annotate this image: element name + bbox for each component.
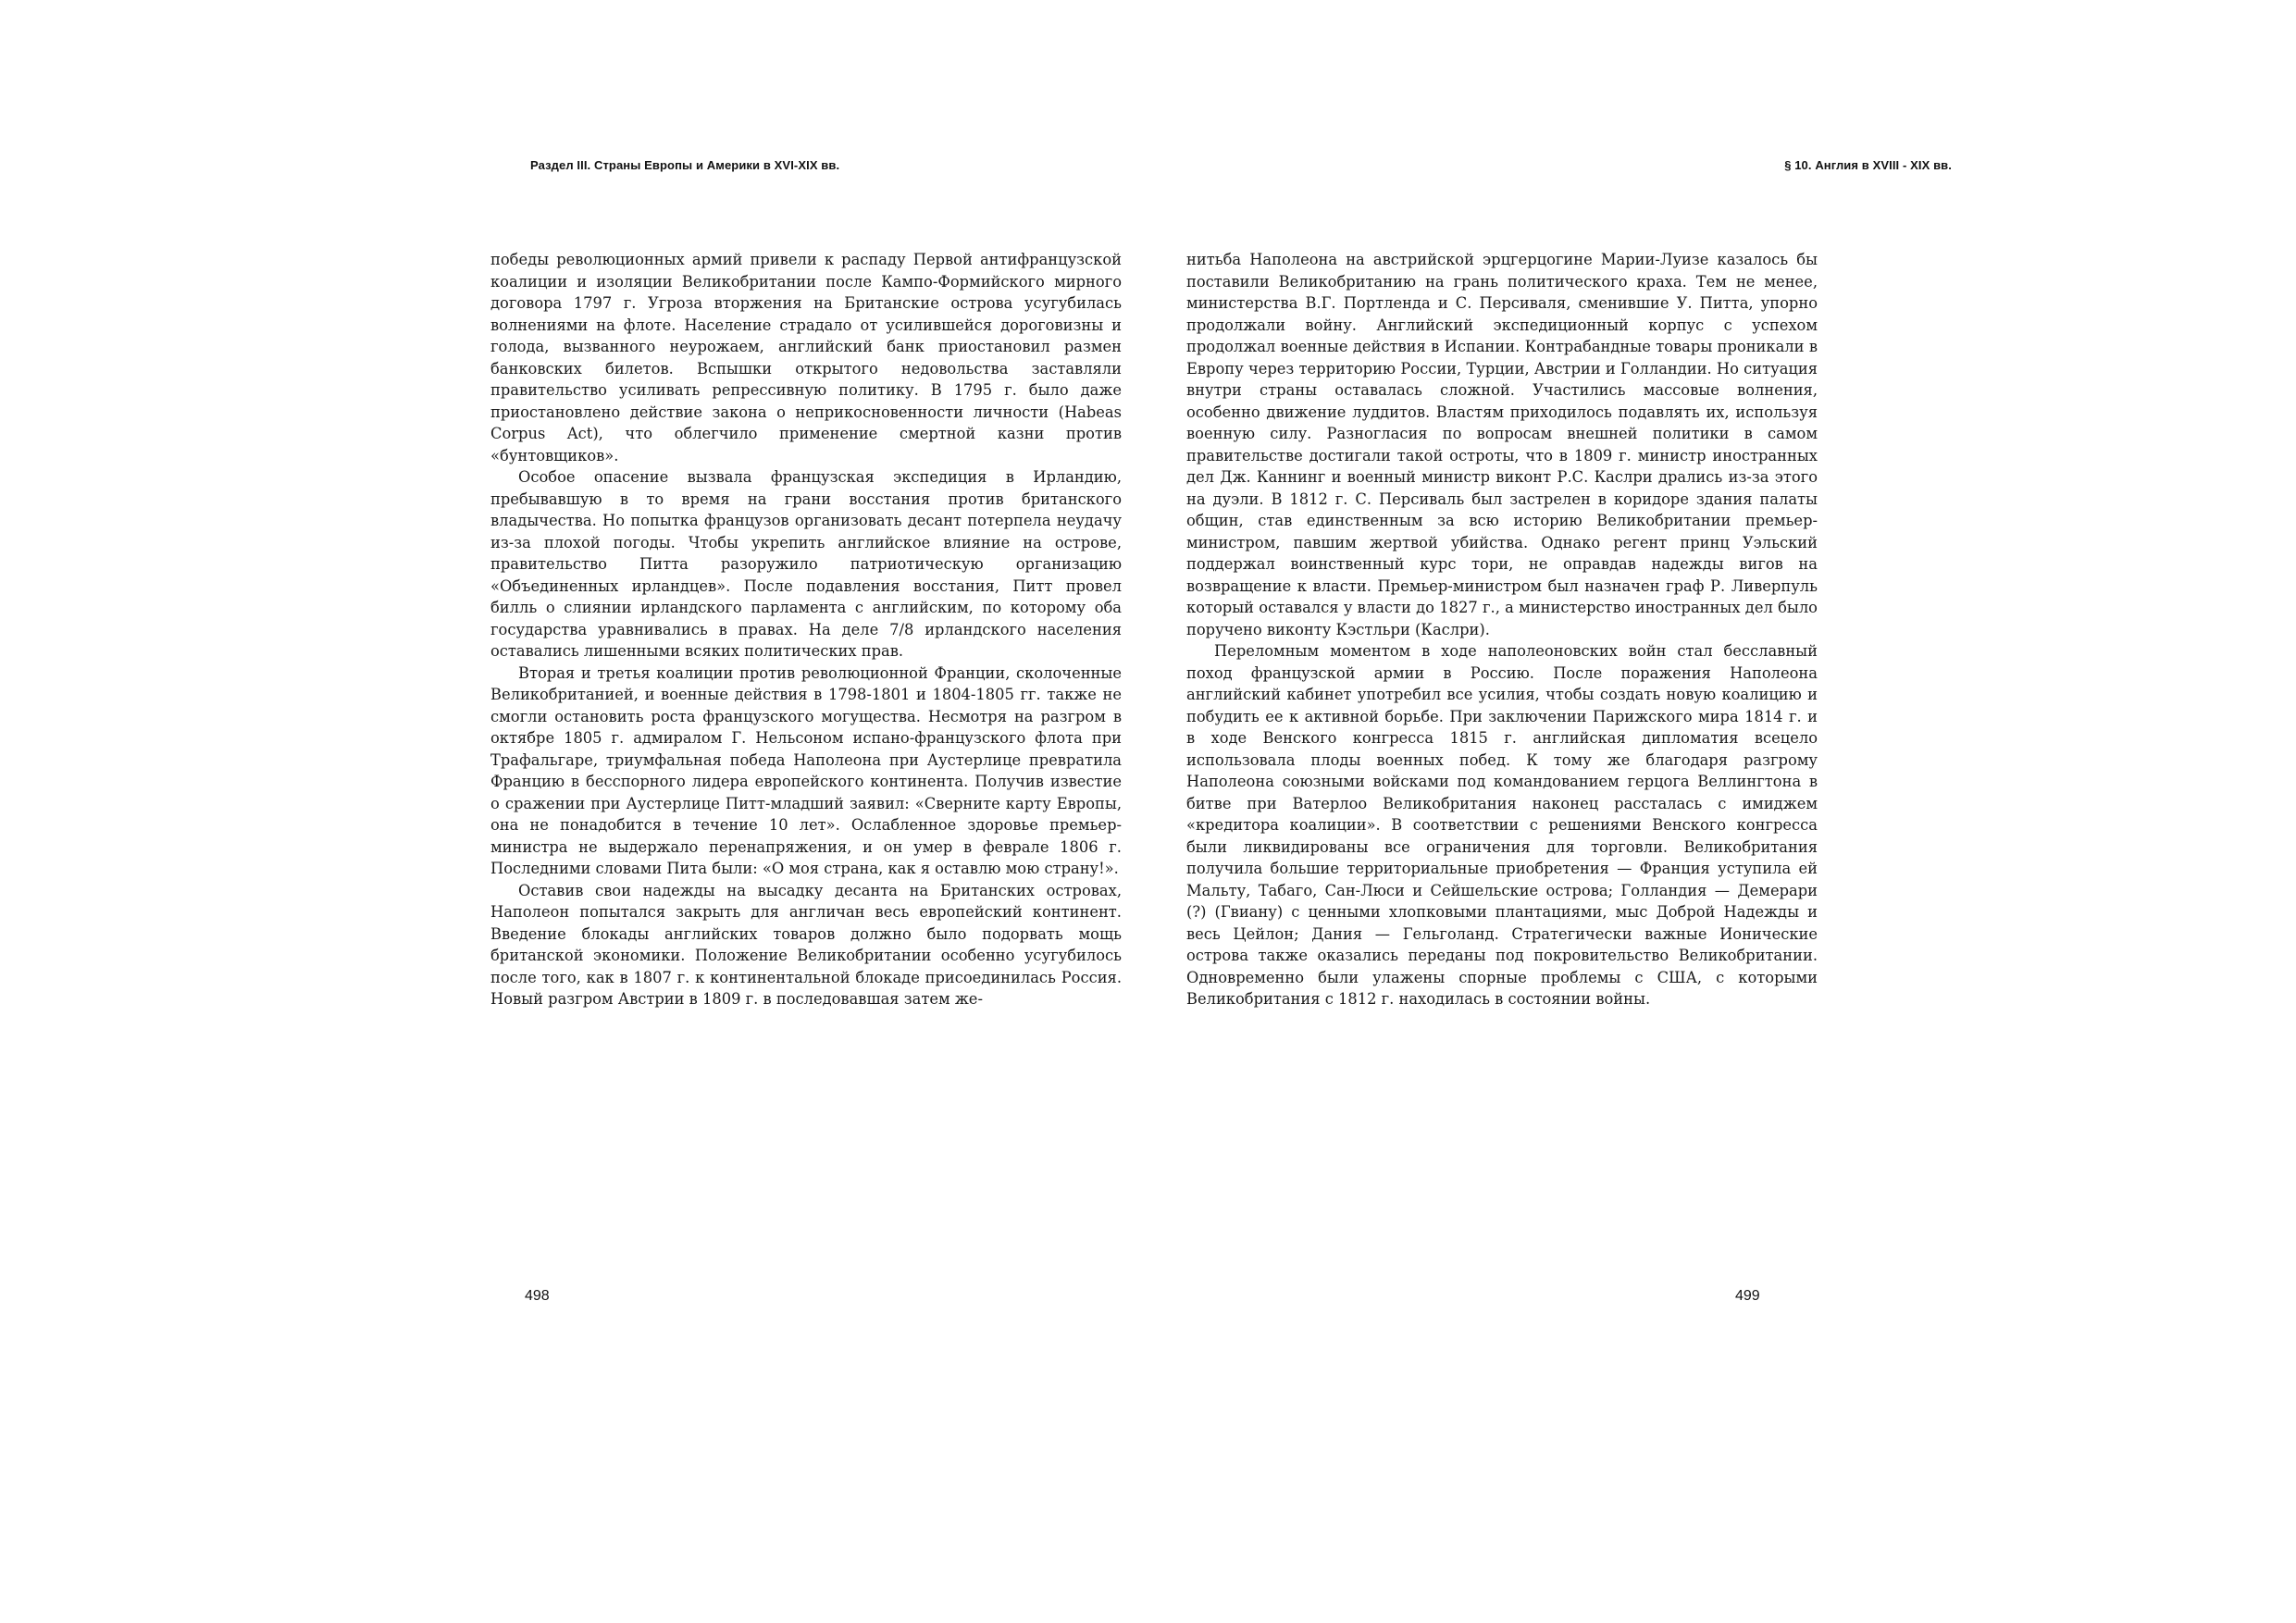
page-number: 498 — [525, 1288, 550, 1304]
paragraph: Оставив свои надежды на высадку десанта на Британских островах, Наполеон попытался закрыть для англичан весь европейский континент. Введение блокады английских товаров должно было подорвать мощь британской экономики. Положение Великобритании особенно усугубилось после того, как в 1807 г. к континентальной блокаде присоединилась Россия. Новый разгром Австрии в 1809 г. в последовавшая затем же- — [490, 881, 1122, 1008]
paragraph: нитьба Наполеона на австрийской эрцгерцогине Марии-Луизе казалось бы поставили Великобританию на грань политического краха. Тем не менее, министерства В.Г. Портленда и С. Персиваля, сменившие У. Питта, упорно продолжали войну. Английский экспедиционный корпус с успехом продолжал военные действия в Испании. Контрабандные товары проникали в Европу через территорию России, Турции, Австрии и Голландии. Но ситуация внутри страны оставалась сложной. Участились массовые волнения, особенно движение луддитов. Властям приходилось подавлять их, используя военную силу. Разногласия по вопросам внешней политики в самом правительстве достигали такой остроты, что в 1809 г. министр иностранных дел Дж. Каннинг и военный министр виконт Р.С. Каслри дрались из-за этого на дуэли. В 1812 г. С. Персиваль был застрелен в коридоре здания палаты общин, став единственным за всю историю Великобритании премьер-министром, павшим жертвой убийства. Однако регент принц Уэльский поддержал воинственный курс тори, не оправдав надежды вигов на возвращение к власти. Премьер-министром был назначен граф Р. Ливерпуль который оставался у власти до 1827 г., а министерство иностранных дел было поручено виконту Кэстльри (Каслри). — [1186, 251, 1818, 638]
running-head: § 10. Англия в XVIII - XIX вв. — [1784, 158, 1952, 172]
paragraph: победы революционных армий привели к распаду Первой антифранцузской коалиции и изоляции Великобритании после Кампо-Формийского мирного договора 1797 г. Угроза вторжения на Британские острова усугубилась волнениями на флоте. Население страдало от усилившейся дороговизны и голода, вызванного неурожаем, английский банк приостановил размен банковских билетов. Вспышки открытого недовольства заставляли правительство усиливать репрессивную политику. В 1795 г. было даже приостановлено действие закона о неприкосновенности личности (Habeas Corpus Act), что облегчило применение смертной казни против «бунтовщиков». — [490, 251, 1122, 465]
right-page — [1148, 0, 2296, 1623]
page-number: 499 — [1735, 1288, 1760, 1304]
running-head: Раздел III. Страны Европы и Америки в XVI-XIX вв. — [530, 158, 840, 172]
paragraph: Особое опасение вызвала французская экспедиция в Ирландию, пребывавшую в то время на грани восстания против британского владычества. Но попытка французов организовать десант потерпела неудачу из-за плохой погоды. Чтобы укрепить английское влияние на острове, правительство Питта разоружило патриотическую организацию «Объединенных ирландцев». После подавления восстания, Питт провел билль о слиянии ирландского парламента с английским, по которому оба государства уравнивались в правах. На деле 7/8 ирландского населения оставались лишенными всяких политических прав. — [490, 468, 1122, 660]
body-text — [1186, 249, 1818, 1010]
body-text — [490, 249, 1122, 1010]
paragraph: Вторая и третья коалиции против революционной Франции, сколоченные Великобританией, и военные действия в 1798-1801 и 1804-1805 гг. также не смогли остановить роста французского могущества. Несмотря на разгром в октябре 1805 г. адмиралом Г. Нельсоном испано-французского флота при Трафальгаре, триумфальная победа Наполеона при Аустерлице превратила Францию в бесспорного лидера европейского континента. Получив известие о сражении при Аустерлице Питт-младший заявил: «Сверните карту Европы, она не понадобится в течение 10 лет». Ослабленное здоровье премьер-министра не выдержало перенапряжения, и он умер в феврале 1806 г. Последними словами Пита были: «О моя страна, как я оставлю мою страну!». — [490, 663, 1122, 877]
paragraph: Переломным моментом в ходе наполеоновских войн стал бесславный поход французской армии в Россию. После поражения Наполеона английский кабинет употребил все усилия, чтобы создать новую коалицию и побудить ее к активной борьбе. При заключении Парижского мира 1814 г. и в ходе Венского конгресса 1815 г. английская дипломатия всецело использовала плоды военных побед. К тому же благодаря разгрому Наполеона союзными войсками под командованием герцога Веллингтона в битве при Ватерлоо Великобритания наконец рассталась с имиджем «кредитора коалиции». В соответствии с решениями Венского конгресса были ликвидированы все ограничения для торговли. Великобритания получила большие территориальные приобретения — Франция уступила ей Мальту, Табаго, Сан-Люси и Сейшельские острова; Голландия — Демерари (?) (Гвиану) с ценными хлопковыми плантациями, мыс Доброй Надежды и весь Цейлон; Дания — Гельголанд. Стратегически важные Ионические острова также оказались переданы под покровительство Великобритании. Одновременно были улажены спорные проблемы с США, с которыми Великобритания с 1812 г. находилась в состоянии войны. — [1186, 642, 1818, 1008]
